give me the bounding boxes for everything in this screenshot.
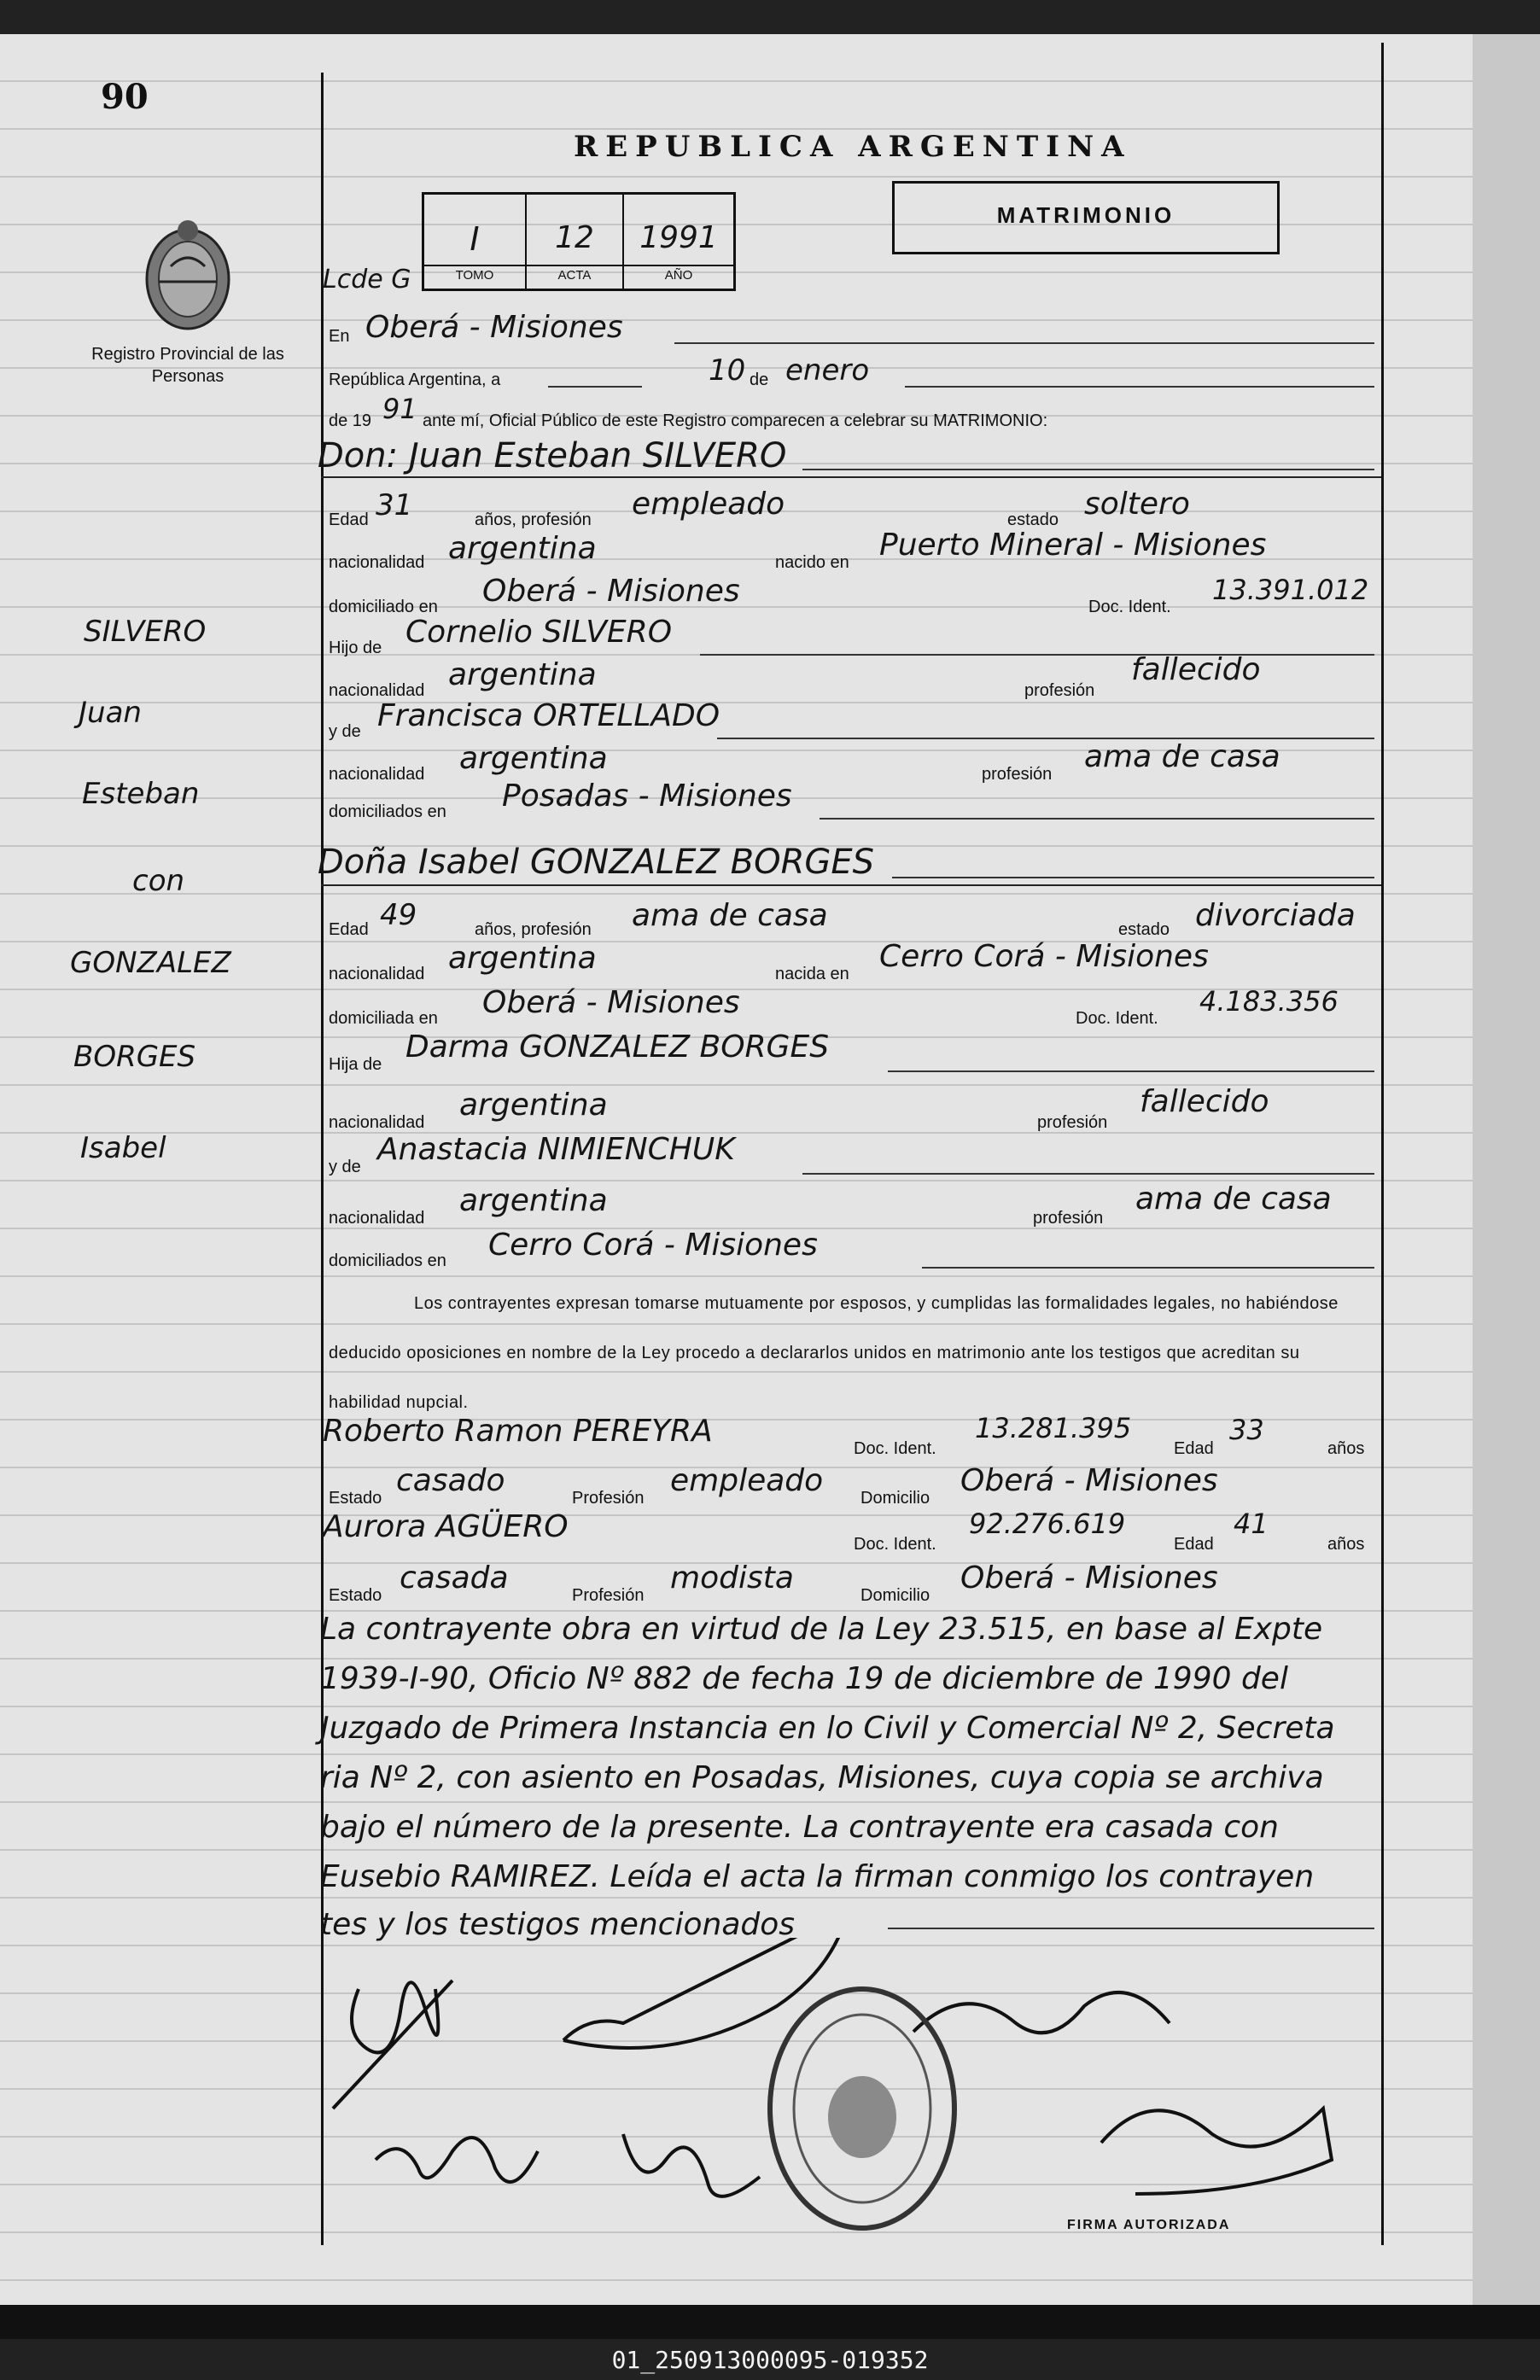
field-label: años, profesión	[475, 510, 592, 529]
field-value: 33	[1229, 1414, 1264, 1446]
field-label: Doc. Ident.	[854, 1535, 936, 1554]
field-value: argentina	[448, 657, 597, 692]
field-value: argentina	[459, 1088, 608, 1123]
field-value: casada	[400, 1560, 509, 1595]
field-label: de 19	[329, 411, 372, 430]
note-line-2: 1939-I-90, Oficio Nº 882 de fecha 19 de diciembre de 1990 del	[320, 1661, 1288, 1696]
place-value: Oberá - Misiones	[365, 310, 623, 345]
field-label: Edad	[329, 920, 369, 939]
country-title: REPUBLICA ARGENTINA	[574, 130, 1132, 164]
field-value: 4.183.356	[1199, 985, 1339, 1018]
field-value: 13.391.012	[1212, 574, 1369, 606]
field-label: nacionalidad	[329, 1209, 425, 1228]
field-label: domiciliado en	[329, 598, 438, 616]
field-value: Cerro Corá - Misiones	[488, 1228, 818, 1263]
coat-of-arms-icon	[137, 215, 239, 338]
field-label: Hija de	[329, 1055, 382, 1074]
bride-name-row	[318, 839, 1374, 887]
field-label: estado	[1007, 510, 1059, 529]
field-label: años, profesión	[475, 920, 592, 939]
field-label: Edad	[1174, 1535, 1214, 1554]
field-label: Estado	[329, 1489, 382, 1508]
field-label: Estado	[329, 1586, 382, 1605]
signatures-area	[316, 1938, 1391, 2262]
margin-name-3: Esteban	[82, 777, 200, 811]
adjacent-page-edge	[1473, 34, 1540, 2305]
scan-caption: 01_250913000095-019352	[611, 2346, 929, 2374]
field-value: Puerto Mineral - Misiones	[879, 528, 1267, 563]
witness-2-row	[323, 1508, 1374, 1560]
field-value: Oberá - Misiones	[960, 1463, 1218, 1498]
bride-age-row	[324, 896, 1374, 944]
field-label: domiciliados en	[329, 1251, 446, 1270]
clerk-initials: Lcde G	[323, 265, 411, 295]
field-value: Darma GONZALEZ BORGES	[405, 1030, 830, 1065]
field-label: años	[1327, 1439, 1365, 1458]
field-value: fallecido	[1131, 652, 1261, 687]
field-value: modista	[670, 1560, 794, 1595]
field-label: domiciliada en	[329, 1009, 438, 1028]
witness-1-details-row	[324, 1463, 1374, 1514]
field-label: ante mí, Oficial Público de este Registro comparecen a celebrar su MATRIMONIO:	[423, 411, 1048, 430]
bride-mother-row	[324, 1132, 1374, 1183]
field-label: Doc. Ident.	[854, 1439, 936, 1458]
field-label: Profesión	[572, 1489, 645, 1508]
field-label: Doc. Ident.	[1088, 598, 1171, 616]
declaration-text: Los contrayentes expresan tomarse mutuamente por esposos, y cumplidas las formalidades legales, no habiéndose deducido oposiciones en nombre de la Ley procedo a declararlos unidos en matrimonio ante los testigos que acreditan su habilidad nupcial.	[329, 1294, 1339, 1412]
margin-name-2: Juan	[79, 696, 142, 730]
field-value: divorciada	[1195, 898, 1356, 933]
field-value: argentina	[448, 941, 597, 976]
tomo-value: I	[470, 220, 480, 258]
field-value: Oberá - Misiones	[482, 574, 740, 609]
margin-name-5: GONZALEZ	[70, 946, 231, 980]
field-label: nacionalidad	[329, 553, 425, 572]
scan-bottom-border	[0, 2305, 1540, 2339]
note-line-6: Eusebio RAMIREZ. Leída el acta la firman conmigo los contrayen	[320, 1859, 1315, 1894]
field-value: argentina	[448, 531, 597, 566]
field-value: Oberá - Misiones	[482, 985, 740, 1020]
groom-nationality-row	[324, 528, 1374, 579]
note-line-3: Juzgado de Primera Instancia en lo Civil y Comercial Nº 2, Secreta	[320, 1711, 1335, 1746]
note-line-7: tes y los testigos mencionados	[320, 1907, 796, 1942]
date-day: 10	[709, 353, 746, 388]
field-label: Edad	[1174, 1439, 1214, 1458]
field-value: casado	[396, 1463, 505, 1498]
bride-father-row	[324, 1030, 1374, 1081]
field-value: ama de casa	[1084, 739, 1280, 774]
bride-name: Doña Isabel GONZALEZ BORGES	[318, 843, 875, 882]
field-label: Domicilio	[860, 1489, 930, 1508]
field-label: y de	[329, 1158, 361, 1176]
anio-value: 1991	[639, 220, 718, 255]
field-label: profesión	[1033, 1209, 1104, 1228]
field-label: Profesión	[572, 1586, 645, 1605]
field-label: estado	[1118, 920, 1170, 939]
groom-name-row	[318, 431, 1374, 479]
field-value: Anastacia NIMIENCHUK	[377, 1132, 735, 1167]
field-value: 31	[376, 488, 413, 522]
field-label: nacionalidad	[329, 681, 425, 700]
groom-name: Don: Juan Esteban SILVERO	[318, 436, 787, 475]
right-border-line	[1381, 43, 1384, 2245]
field-value: soltero	[1084, 487, 1190, 522]
bride-parents-domicile-row	[324, 1229, 1374, 1277]
field-value: argentina	[459, 1183, 608, 1218]
field-label: Edad	[329, 510, 369, 529]
field-value: ama de casa	[632, 898, 828, 933]
field-label: profesión	[1037, 1113, 1108, 1132]
date-month: enero	[785, 353, 870, 388]
margin-name-7: Isabel	[80, 1131, 166, 1165]
field-value: Cornelio SILVERO	[405, 615, 673, 650]
field-value: 41	[1234, 1508, 1269, 1540]
field-label: República Argentina, a	[329, 370, 501, 389]
field-label: profesión	[982, 765, 1053, 784]
bride-domicile-row	[324, 987, 1374, 1035]
field-value: empleado	[632, 487, 785, 522]
field-value: ama de casa	[1135, 1181, 1332, 1216]
year-suffix: 91	[382, 393, 417, 425]
groom-parents-domicile-row	[324, 780, 1374, 828]
act-type-box	[892, 181, 1280, 254]
note-line-1: La contrayente obra en virtud de la Ley 23.515, en base al Expte	[320, 1612, 1323, 1647]
anio-label: AÑO	[664, 268, 693, 283]
field-value: fallecido	[1140, 1084, 1269, 1119]
bride-nationality-row	[324, 939, 1374, 990]
acta-value: 12	[555, 220, 594, 255]
contrayente-signature-icon	[333, 1980, 760, 2196]
margin-name-1: SILVERO	[84, 615, 207, 649]
official-seal-icon	[770, 1989, 954, 2228]
field-label: nacionalidad	[329, 965, 425, 983]
note-line-4: ria Nº 2, con asiento en Posadas, Misiones, cuya copia se archiva	[320, 1760, 1324, 1795]
field-label: Doc. Ident.	[1076, 1009, 1158, 1028]
witness-2-name: Aurora AGÜERO	[323, 1509, 569, 1544]
field-label: de	[750, 370, 769, 389]
field-label: En	[329, 327, 350, 346]
field-value: Francisca ORTELLADO	[377, 698, 720, 733]
field-label: profesión	[1024, 681, 1095, 700]
acta-label: ACTA	[557, 268, 592, 283]
place-row	[324, 303, 1374, 351]
tomo-label: TOMO	[455, 268, 494, 283]
record-number-box	[422, 192, 736, 291]
field-label: Hijo de	[329, 639, 382, 657]
bride-mother-details-row	[324, 1181, 1374, 1234]
field-value: empleado	[670, 1463, 824, 1498]
margin-name-6: BORGES	[73, 1040, 196, 1074]
field-label: domiciliados en	[329, 802, 446, 821]
witness-1-name: Roberto Ramon PEREYRA	[323, 1414, 713, 1449]
field-value: 49	[380, 898, 417, 932]
field-value: Oberá - Misiones	[960, 1560, 1218, 1595]
witness-2-details-row	[324, 1560, 1374, 1612]
page-number: 90	[101, 77, 149, 117]
registry-name: Registro Provincial de las Personas	[91, 345, 284, 386]
field-label: nacido en	[775, 553, 849, 572]
field-label: Domicilio	[860, 1586, 930, 1605]
field-value: Posadas - Misiones	[502, 779, 792, 814]
field-value: 13.281.395	[975, 1412, 1132, 1444]
act-type: MATRIMONIO	[996, 202, 1175, 228]
field-label: y de	[329, 722, 361, 741]
witness-1-row	[323, 1412, 1374, 1465]
field-label: nacida en	[775, 965, 849, 983]
field-value: 92.276.619	[969, 1508, 1126, 1540]
field-value: Cerro Corá - Misiones	[879, 939, 1209, 974]
field-label: años	[1327, 1535, 1365, 1554]
authorized-signature-stamp: FIRMA AUTORIZADA	[1067, 2218, 1231, 2232]
margin-name-4: con	[132, 864, 185, 898]
field-label: nacionalidad	[329, 1113, 425, 1132]
field-label: nacionalidad	[329, 765, 425, 784]
field-value: argentina	[459, 741, 608, 776]
note-line-5: bajo el número de la presente. La contrayente era casada con	[320, 1810, 1279, 1845]
